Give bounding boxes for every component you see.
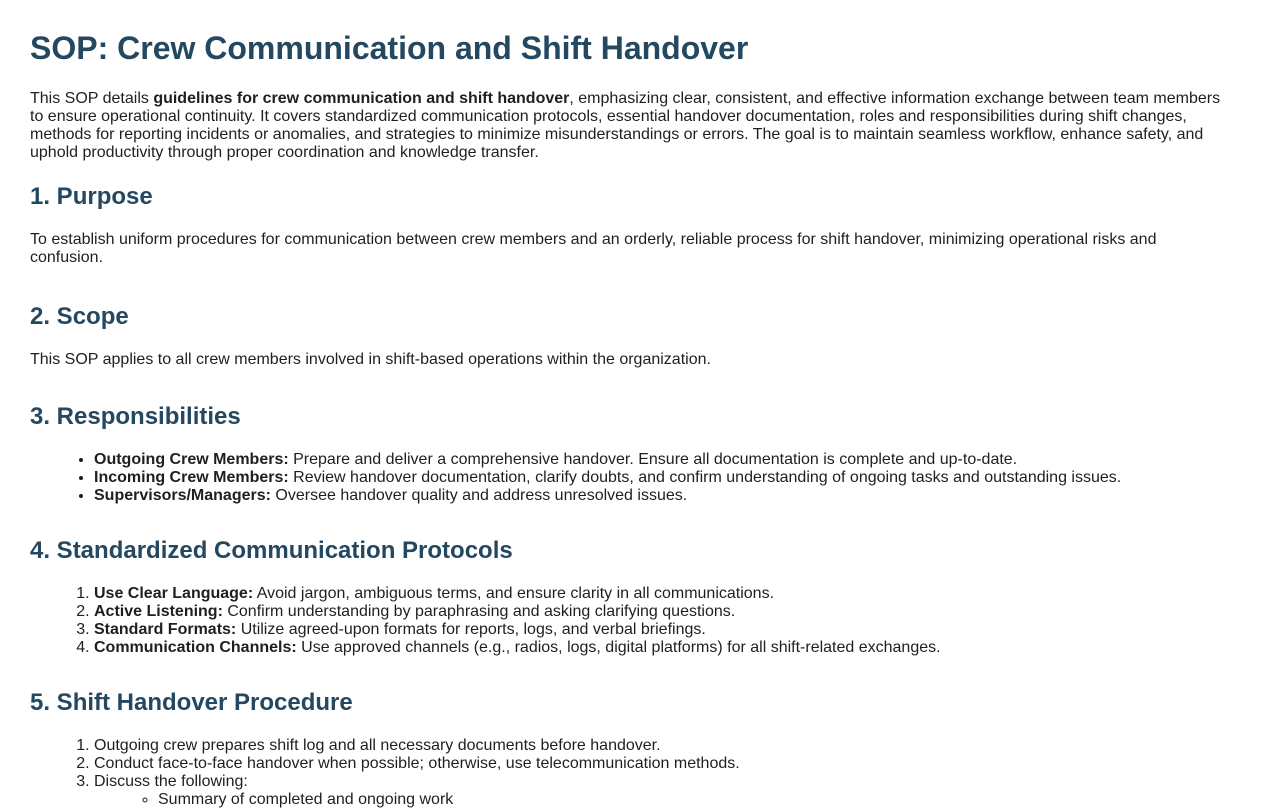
scope-paragraph: This SOP applies to all crew members involved in shift-based operations within the organization. (30, 351, 711, 368)
item-text: Discuss the following: (94, 773, 248, 790)
item-text: Oversee handover quality and address unresolved issues. (270, 487, 688, 504)
list-item (94, 603, 1233, 621)
list-item (94, 621, 1233, 639)
section-heading-responsibilities: 3. Responsibilities (30, 403, 241, 430)
section-heading-handover: 5. Shift Handover Procedure (30, 689, 353, 716)
responsibilities-list (30, 451, 1233, 505)
list-item (94, 487, 1233, 505)
list-item (94, 451, 1233, 469)
sub-list-item: ◦ Summary of completed and ongoing work (158, 791, 1233, 809)
list-item (94, 773, 1233, 809)
intro-text-start: This SOP details (30, 90, 154, 107)
item-text: Avoid jargon, ambiguous terms, and ensure clarity in all communications. (253, 585, 775, 602)
list-item: 1. Outgoing crew prepares shift log and all necessary documents before handover. (94, 737, 1233, 755)
item-text: Prepare and deliver a comprehensive handover. Ensure all documentation is complete and up-to-date. (288, 451, 1018, 468)
item-label: Supervisors/Managers: (94, 487, 271, 504)
list-item: 2. Conduct face-to-face handover when possible; otherwise, use telecommunication methods. (94, 755, 1233, 773)
item-text: Confirm understanding by paraphrasing and asking clarifying questions. (222, 603, 736, 620)
item-label: Use Clear Language: (94, 585, 254, 602)
section-heading-protocols: 4. Standardized Communication Protocols (30, 537, 513, 564)
protocols-list (30, 585, 1233, 657)
item-text: Use approved channels (e.g., radios, logs, digital platforms) for all shift-related exchanges. (296, 639, 941, 656)
item-label: Incoming Crew Members: (94, 469, 289, 486)
list-item (94, 469, 1233, 487)
list-item (94, 585, 1233, 603)
item-text: Utilize agreed-upon formats for reports, logs, and verbal briefings. (236, 621, 706, 638)
item-label: Outgoing Crew Members: (94, 451, 289, 468)
page-title: SOP: Crew Communication and Shift Handover (30, 30, 749, 66)
intro-bold-text: guidelines for crew communication and shift handover (153, 90, 570, 107)
intro-text-end: , emphasizing clear, consistent, and effective information exchange between team members to ensure operational continuity. It covers standardized communication protocols, essential handover documentation, roles and responsibilities during shift changes, methods for reporting incidents or anomalies, and strategies to minimize misunderstandings or errors. The goal is to maintain seamless workflow, enhance safety, and uphold productivity through proper coordination and knowledge transfer. (30, 90, 1221, 161)
section-heading-purpose: 1. Purpose (30, 183, 153, 210)
intro-paragraph (30, 90, 1225, 162)
handover-sub-list (94, 791, 1233, 809)
item-label: Active Listening: (94, 603, 223, 620)
handover-list (30, 737, 1233, 809)
item-label: Communication Channels: (94, 639, 297, 656)
section-heading-scope: 2. Scope (30, 303, 129, 330)
list-item (94, 639, 1233, 657)
purpose-paragraph: To establish uniform procedures for communication between crew members and an orderly, reliable process for shift handover, minimizing operational risks and confusion. (30, 231, 1157, 266)
item-label: Standard Formats: (94, 621, 237, 638)
item-text: Review handover documentation, clarify doubts, and confirm understanding of ongoing tasks and outstanding issues. (288, 469, 1122, 486)
